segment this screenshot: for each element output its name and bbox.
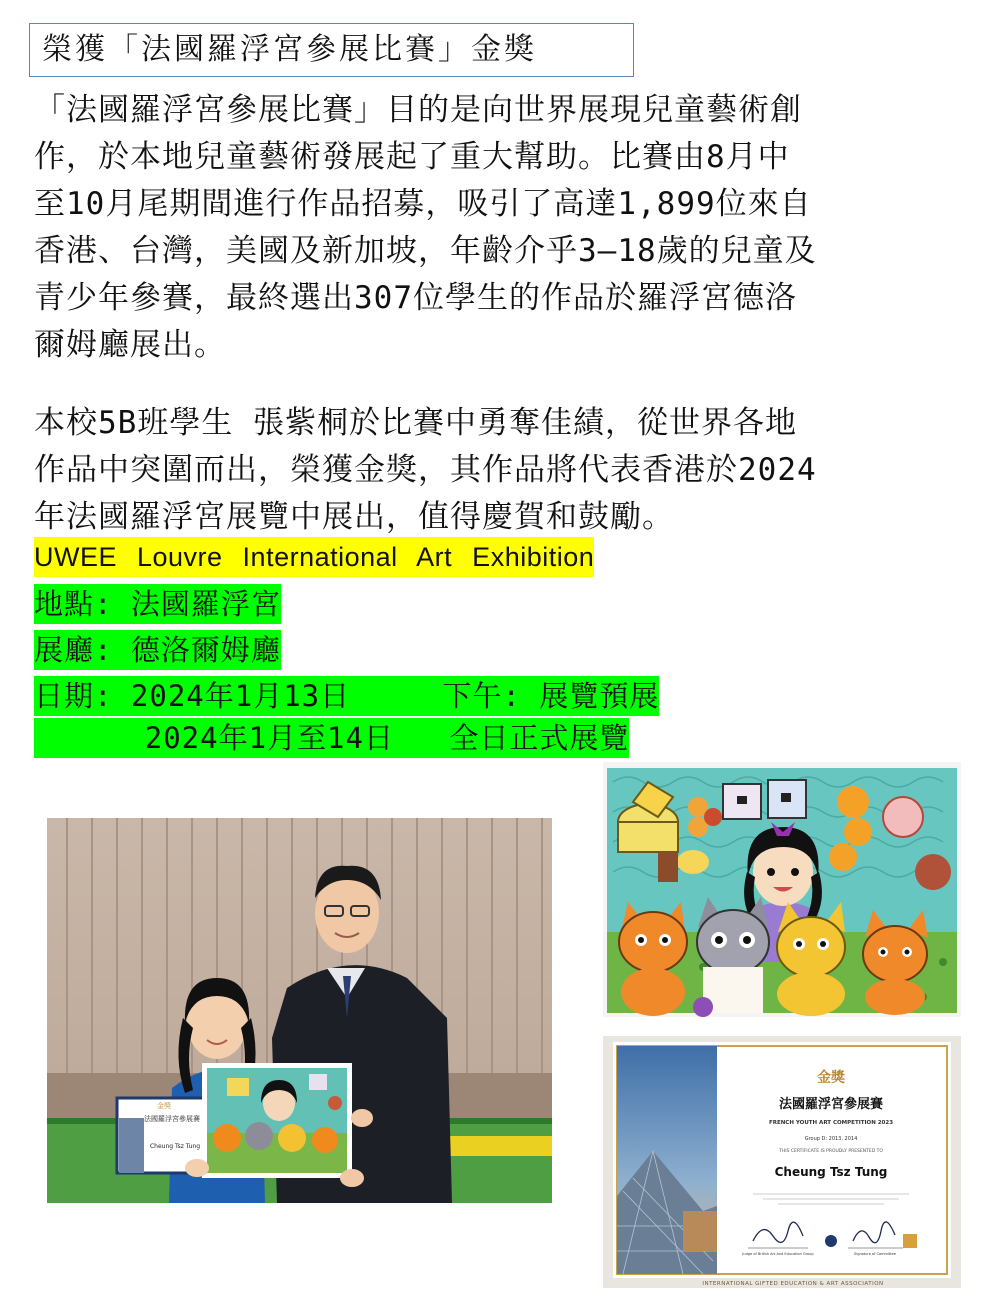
achievement-line: 作品中突圍而出，榮獲金獎，其作品將代表香港於2024 (34, 452, 817, 488)
cert-competition: 法國羅浮宮參展賽 (778, 1097, 884, 1112)
photo-cert-recipient: Cheung Tsz Tung (149, 1143, 201, 1150)
intro-line: 至10月尾期間進行作品招募，吸引了高達1,899位來自 (34, 186, 812, 222)
intro-line: 青少年參賽，最終選出307位學生的作品於羅浮宮德洛 (34, 280, 797, 316)
intro-line: 爾姆廳展出。 (34, 327, 226, 363)
achievement-line: 年法國羅浮宮展覽中展出，值得慶賀和鼓勵。 (34, 499, 674, 535)
cert-signature-judge: Judge of British Art And Education Group (742, 1252, 814, 1256)
event-name: UWEE Louvre International Art Exhibition (34, 537, 594, 577)
cert-presented: THIS CERTIFICATE IS PROUDLY PRESENTED TO (779, 1149, 883, 1154)
event-date-exhibition: 2024年1月至14日 全日正式展覽 (34, 718, 629, 758)
achievement-paragraph (34, 400, 974, 541)
cert-recipient: Cheung Tsz Tung (774, 1165, 888, 1179)
cert-group: Group D: 2013, 2014 (804, 1136, 858, 1142)
page-title: 榮獲「法國羅浮宮參展比賽」金獎 (29, 23, 634, 77)
intro-line: 作，於本地兒童藝術發展起了重大幫助。比賽由8月中 (34, 139, 790, 175)
cert-signature-committee: Signature of Committee (854, 1252, 896, 1256)
event-date-preview: 日期: 2024年1月13日 下午: 展覽預展 (34, 676, 659, 716)
cert-subtitle: FRENCH YOUTH ART COMPETITION 2023 (768, 1120, 894, 1126)
event-venue: 地點: 法國羅浮宮 (34, 584, 281, 624)
event-hall: 展廳: 德洛爾姆廳 (34, 630, 281, 670)
intro-line: 「法國羅浮宮參展比賽」目的是向世界展現兒童藝術創 (34, 92, 802, 128)
photo-cert-competition: 法國羅浮宮參展賽 (144, 1115, 200, 1123)
achievement-line: 本校5B班學生 張紫桐於比賽中勇奪佳績，從世界各地 (34, 405, 797, 441)
intro-line: 香港、台灣，美國及新加坡，年齡介乎3—18歲的兒童及 (34, 233, 817, 269)
cert-award: 金獎 (817, 1070, 845, 1086)
intro-paragraph (34, 87, 974, 369)
artwork-image (603, 762, 961, 1017)
certificate-image (603, 1036, 961, 1288)
photo-cert-award: 金獎 (157, 1102, 171, 1110)
cert-footer: INTERNATIONAL GIFTED EDUCATION & ART ASSOCIATION (702, 1281, 884, 1287)
award-photo (47, 818, 552, 1203)
